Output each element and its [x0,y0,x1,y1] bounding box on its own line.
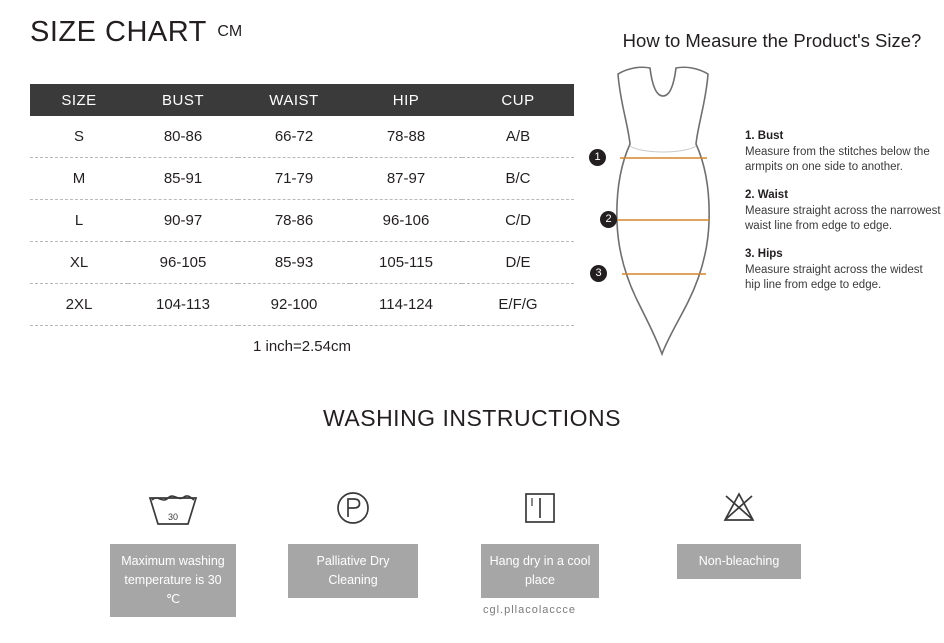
cell-bust: 96-105 [128,242,238,284]
cell-size: XL [30,242,128,284]
measure-item-title-hips: 3. Hips [745,248,783,260]
cell-size: 2XL [30,284,128,326]
cell-bust: 80-86 [128,116,238,158]
cell-cup: E/F/G [462,284,574,326]
marker-hips: 3 [590,265,607,282]
inch-conversion-note: 1 inch=2.54cm [253,338,351,355]
cell-bust: 104-113 [128,284,238,326]
no-bleach-icon [654,470,824,530]
washing-label: Non-bleaching [677,544,801,579]
measure-item-body-waist: Measure straight across the narrowest waist line from edge to edge. [745,205,941,232]
cell-size: S [30,116,128,158]
size-chart-table [30,84,574,326]
column-header-waist: WAIST [238,84,350,116]
cell-waist: 92-100 [238,284,350,326]
cell-hip: 114-124 [350,284,462,326]
cell-cup: B/C [462,158,574,200]
cell-waist: 71-79 [238,158,350,200]
table-row [30,158,574,200]
cell-hip: 78-88 [350,116,462,158]
washing-label: Palliative Dry Cleaning [288,544,418,598]
measure-instructions [745,130,941,307]
hang-dry-icon [455,470,625,530]
washing-label: Maximum washing temperature is 30 ℃ [110,544,236,617]
table-header-row [30,84,574,116]
cell-size: L [30,200,128,242]
washing-item-dry-cleaning [268,470,438,598]
column-header-hip: HIP [350,84,462,116]
wash-temp-value: 30 [167,512,179,522]
cell-bust: 85-91 [128,158,238,200]
cell-hip: 105-115 [350,242,462,284]
washing-section-heading: WASHING INSTRUCTIONS [323,405,621,431]
column-header-size: SIZE [30,84,128,116]
cell-cup: C/D [462,200,574,242]
cell-bust: 90-97 [128,200,238,242]
washing-item-max-temperature [88,470,258,617]
table-row [30,116,574,158]
cell-size: M [30,158,128,200]
cell-waist: 85-93 [238,242,350,284]
measure-item-title-waist: 2. Waist [745,189,789,201]
column-header-bust: BUST [128,84,238,116]
table-row [30,284,574,326]
cell-hip: 87-97 [350,158,462,200]
page-title-unit: CM [217,23,243,40]
dry-clean-p-icon [268,470,438,530]
column-header-cup: CUP [462,84,574,116]
table-row [30,200,574,242]
measure-section-heading: How to Measure the Product's Size? [622,30,922,51]
page-title-text: SIZE CHART [30,16,207,48]
cell-waist: 66-72 [238,116,350,158]
measure-item-body-bust: Measure from the stitches below the armpits on one side to another. [745,146,930,173]
wash-tub-30-icon [88,470,258,530]
cell-waist: 78-86 [238,200,350,242]
watermark: cgl.pllacolaccce [483,604,577,616]
cell-hip: 96-106 [350,200,462,242]
measure-item-title-bust: 1. Bust [745,130,784,142]
swimsuit-figure [590,62,740,362]
cell-cup: D/E [462,242,574,284]
table-row [30,242,574,284]
measure-item-body-hips: Measure straight across the widest hip line from edge to edge. [745,264,923,291]
page-title [30,16,242,49]
washing-item-no-bleach [654,470,824,579]
marker-bust: 1 [589,149,606,166]
washing-label: Hang dry in a cool place [481,544,599,598]
washing-item-hang-dry [455,470,625,598]
cell-cup: A/B [462,116,574,158]
marker-waist: 2 [600,211,617,228]
